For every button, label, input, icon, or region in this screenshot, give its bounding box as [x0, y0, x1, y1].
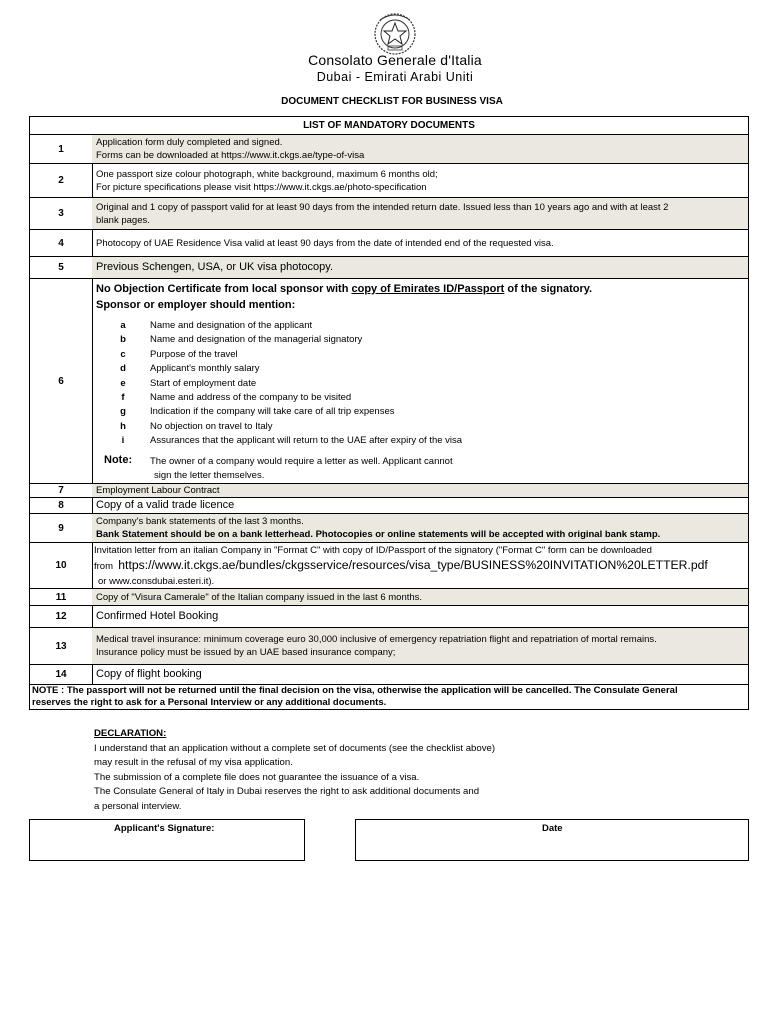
emirates-id-passport-text: copy of Emirates ID/Passport [351, 283, 505, 295]
row-number: 8 [30, 498, 93, 513]
row-number: 4 [30, 230, 93, 256]
consulate-location: Dubai - Emirati Arabi Uniti [316, 70, 474, 84]
declaration-line: I understand that an application without a complete set of documents (see the checklist above) [94, 742, 496, 754]
list-item: h No objection on travel to Italy [120, 420, 273, 432]
row-text: Medical travel insurance: minimum coverage euro 30,000 inclusive of emergency repatriation flight and repatriation of mortal remains. [96, 634, 657, 645]
row-text: blank pages. [96, 214, 150, 226]
row-text: Copy of a valid trade licence [96, 499, 235, 511]
row-number: 2 [30, 164, 93, 197]
row-number: 11 [30, 589, 93, 605]
row-text: Employment Labour Contract [96, 485, 220, 496]
declaration-line: The Consulate General of Italy in Dubai reserves the right to ask additional documents and [94, 786, 480, 798]
declaration-title: DECLARATION: [94, 728, 167, 739]
row-text: Insurance policy must be issued by an UAE based insurance company; [96, 647, 396, 658]
table-row [30, 230, 748, 257]
row-number: 7 [30, 484, 93, 497]
table-row [30, 589, 748, 606]
table-heading: LIST OF MANDATORY DOCUMENTS [303, 120, 475, 131]
table-row [30, 198, 748, 230]
row-text: For picture specifications please visit https://www.it.ckgs.ae/photo-specification [96, 181, 427, 193]
list-item: a Name and designation of the applicant [120, 320, 313, 331]
table-row [30, 135, 748, 164]
row-number: 14 [30, 665, 93, 684]
note-text: sign the letter themselves. [154, 470, 265, 481]
list-item: d Applicant's monthly salary [120, 363, 260, 375]
declaration [94, 727, 654, 815]
row-number: 1 [30, 135, 93, 163]
table-row [30, 606, 748, 628]
date-label: Date [542, 823, 563, 834]
table-row [30, 164, 748, 198]
applicant-signature-label: Applicant's Signature: [114, 823, 215, 834]
list-item: i Assurances that the applicant will return to the UAE after expiry of the visa [121, 435, 463, 447]
invitation-letter-url: https://www.it.ckgs.ae/bundles/ckgsservice/resources/visa_type/BUSINESS%20INVITATION%20LETTER.pdf [118, 557, 708, 572]
list-item: c Purpose of the travel [120, 348, 238, 360]
table-row [30, 628, 748, 665]
table-row [30, 279, 748, 484]
row-text: Invitation letter from an italian Company in "Format C" with copy of ID/Passport of the signatory ("Format C" form can be downloaded [94, 544, 652, 556]
passport-note: NOTE : The passport will not be returned until the final decision on the visa, otherwise the application will be cancelled. The Consulate General reserves the right to ask for a Personal Interview or any additional documents. [32, 685, 678, 708]
row-text: Photocopy of UAE Residence Visa valid at least 90 days from the date of intended end of the requested visa. [96, 237, 554, 249]
row-number: 10 [30, 543, 93, 588]
declaration-line: The submission of a complete file does not guarantee the issuance of a visa. [94, 771, 420, 783]
table-heading-row [30, 117, 748, 135]
table-row [30, 498, 748, 514]
row-number: 13 [30, 628, 93, 664]
document-title: DOCUMENT CHECKLIST FOR BUSINESS VISA [281, 96, 503, 107]
row-number: 5 [30, 257, 93, 278]
applicant-signature-box[interactable] [29, 819, 305, 861]
italian-emblem-icon [370, 8, 420, 58]
date-box[interactable] [355, 819, 749, 861]
row-text: Application form duly completed and signed. [96, 137, 283, 148]
row-text: Bank Statement should be on a bank letterhead. Photocopies or online statements will be accepted with original bank stamp. [96, 529, 661, 540]
noc-intro: No Objection Certificate from local sponsor with copy of Emirates ID/Passport of the signatory. [96, 283, 593, 295]
declaration-line: may result in the refusal of my visa application. [94, 757, 293, 769]
table-row [30, 257, 748, 279]
note-text: The owner of a company would require a letter as well. Applicant cannot [150, 456, 453, 467]
note-label: Note: [104, 454, 133, 466]
table-row: 10 Invitation letter from an italian Company in "Format C" with copy of ID/Passport of the signatory ("Format C" form can be downloaded from https://www.it.ckgs.ae/bundles/ckgsservice/resources/visa_type/BUSINESS%20INVITATION%20LETTER.pdf or www.consdubai.esteri.it). [30, 543, 748, 589]
declaration-line: a personal interview. [94, 800, 182, 812]
row-text: or www.consdubai.esteri.it). [98, 575, 215, 587]
checklist-table [29, 116, 749, 710]
row-number: 6 [30, 279, 93, 483]
table-row [30, 514, 748, 543]
row-text: Original and 1 copy of passport valid for at least 90 days from the intended return date. Issued less than 10 years ago and with at least 2 [96, 201, 669, 213]
list-item: e Start of employment date [120, 377, 257, 389]
row-text: Forms can be downloaded at https://www.it.ckgs.ae/type-of-visa [96, 150, 365, 161]
row-number: 3 [30, 198, 93, 229]
row-text: Copy of flight booking [96, 668, 202, 680]
list-item: b Name and designation of the managerial signatory [120, 334, 363, 346]
row-text: Confirmed Hotel Booking [96, 610, 219, 622]
list-item: f Name and address of the company to be visited [121, 392, 352, 403]
row-text: Copy of "Visura Camerale" of the Italian company issued in the last 6 months. [96, 591, 423, 603]
table-row [30, 484, 748, 498]
noc-intro-2: Sponsor or employer should mention: [96, 299, 296, 311]
list-item: g Indication if the company will take care of all trip expenses [120, 406, 395, 418]
row-number: 9 [30, 514, 93, 542]
row-text: One passport size colour photograph, white background, maximum 6 months old; [96, 168, 438, 180]
consulate-name: Consolato Generale d'Italia [308, 52, 482, 68]
table-row [30, 665, 748, 685]
row-text: Company's bank statements of the last 3 months. [96, 516, 304, 527]
row-number: 12 [30, 606, 93, 627]
row-text: Previous Schengen, USA, or UK visa photocopy. [96, 261, 334, 273]
